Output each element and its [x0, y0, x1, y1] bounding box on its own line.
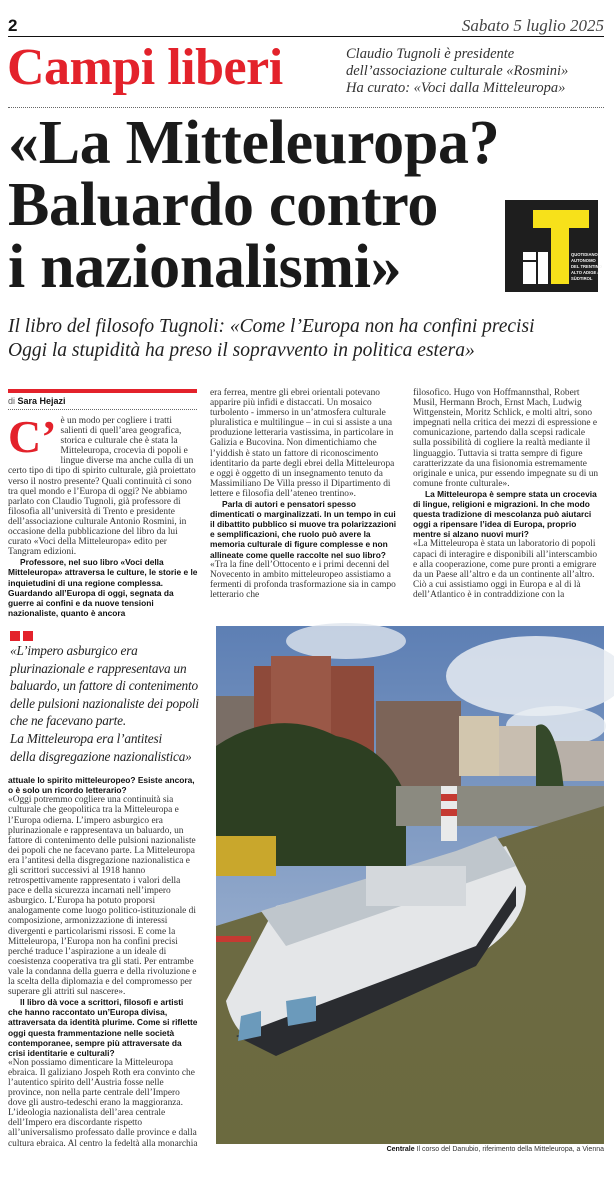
interview-question: Professore, nel suo libro «Voci della Mitteleuropa» attraversa le culture, le storie e le inquietudini di una regione complessa. Guardando all’Europa di oggi, segnata da guerre ai confini e da nuove tensioni nazionaliste, quanto è ancora [8, 557, 198, 618]
svg-text:AUTONOMO: AUTONOMO [571, 258, 596, 263]
interview-answer: «Oggi potremmo cogliere una continuità sia culturale che geopolitica tra la Mitteleuropa e l’Europa odierna. L’impero asburgico era plurinazionale e rappresentava un baluardo, un fattore di contenimento delle pulsioni nazionaliste dei popoli che ne facevano parte. La Mitteleuropa era l’antitesi della disgregazione nazionalistica e gli scrittori successivi al 1918 hanno retrospettivamente rappresentato i valori della pace e della sicurezza incarnati nell’impero asburgico. L’Europa ha potuto proporsi analogamente come luogo politico-istituzionale di composizione, armonizzazione di interessi divergenti e particolarismi rissosi. E come la Mitteleuropa, l’Europa non ha confini precisi perché traduce l’aspirazione a un ideale di coesistenza cooperativa tra gli stati. Per entrambe vale la condanna della guerra e della rivoluzione e la scelta della diplomazia e del compromesso per superare gli attriti sul nascere». [8, 795, 197, 998]
left-column-lower [8, 628, 212, 1160]
kicker-line: dell’associazione culturale «Rosmini» [346, 63, 569, 79]
caption-label: Centrale [386, 1146, 415, 1153]
interview-answer: «Tra la fine dell’Ottocento e i primi decenni del Novecento in ambito mitteleuropeo assistiamo a fermenti di profonda trasformazione sia in campo letterario che [210, 559, 396, 600]
photo-caption [387, 1146, 604, 1153]
interview-question: attuale lo spirito mitteleuropeo? Esiste ancora, o è solo un ricordo letterario? [8, 775, 195, 796]
paragraphs [210, 388, 400, 600]
headline-line: i nazionalismi» [8, 233, 402, 301]
byline [8, 396, 66, 406]
article-column-2 [210, 388, 400, 615]
caption-text: Il corso del Danubio, riferimento della Mitteleuropa, a Vienna [416, 1146, 604, 1153]
svg-text:SÜDTIROL: SÜDTIROL [571, 276, 593, 281]
headline [8, 109, 500, 301]
pull-quote-line: che ne facevano parte. [10, 713, 126, 729]
kicker-line: Ha curato: «Voci dalla Mitteleuropa» [346, 80, 566, 96]
paragraphs [413, 388, 603, 600]
paragraphs [8, 775, 198, 1148]
page-number: 2 [8, 16, 18, 35]
newspaper-logo [505, 200, 602, 292]
interview-question: La Mitteleuropa è sempre stata un crocevia di lingue, religioni e migrazioni. In che modo questa tradizione di mescolanza può aiutarci oggi a ripensare l’idea di Europa, proprio mentre si alzano nuovi muri? [413, 488, 597, 540]
interview-answer: è un modo per cogliere i tratti salienti di quell’area geografica, storica e culturale che è stata la Mitteleuropa, crocevia di popoli e lingue diverse ma anche culla di un certo tipo di tipo di spirito culturale, già proiettato verso il nostro presente? Quali continuità ci sono tra quel mondo e l’Europa di oggi? Ne abbiamo parlato con Claudio Tugnoli, già professore di filosofia all’università di Trento e presidente dell’associazione culturale Antonio Rosmini, in occasione della pubblicazione del libro da lui curato «Voci della Mitteleuropa» edito per Tangram edizioni. [8, 416, 196, 558]
byline-prefix: di [8, 396, 16, 406]
subtitle [8, 315, 608, 363]
interview-answer: «La Mitteleuropa è stata un laboratorio di popoli capaci di interagire e disponibili all’interscambio e alla cooperazione, come pure pronti a emigrare da un Paese all’altro e da un continente all’altro. Ciò a cui assistiamo oggi in Europa e al di là dell’Atlantico è in contraddizione con la [413, 539, 598, 600]
kicker-line: Claudio Tugnoli è presidente [346, 46, 515, 62]
pull-quote [10, 642, 212, 765]
quote-mark-icon [10, 628, 212, 642]
svg-text:DEL TRENTINO: DEL TRENTINO [571, 264, 602, 269]
header-rule [8, 36, 604, 37]
byline-divider [8, 409, 197, 410]
pull-quote-line: «L’impero asburgico era [10, 643, 138, 658]
author-name: Sara Hejazi [17, 396, 66, 406]
kicker [346, 46, 568, 97]
subtitle-line: Oggi la stupidità ha preso il sopravvento in politica estera» [8, 340, 475, 361]
article-column-1-bottom [8, 775, 198, 1195]
interview-question: Parla di autori e pensatori spesso dimenticati o marginalizzati. In un tempo in cui il dibattito pubblico si muove tra polarizzazioni e semplificazioni, che ruolo può avere la memoria culturale di figure complesse e non allineate come quelle raccolte nel suo libro? [210, 499, 397, 560]
pull-quote-line: delle pulsioni nazionaliste dei popoli [10, 695, 199, 711]
interview-question: Il libro dà voce a scrittori, filosofi e artisti che hanno raccontato un’Europa divisa, attraversata da identità plurime. Come si riflette oggi questa frammentazione nelle società contemporanee, sempre più attraversate da crisi identitarie e culturali? [8, 997, 198, 1058]
pull-quote-line: La Mitteleuropa era l’antitesi [10, 730, 162, 746]
photo-danube-boat [216, 626, 604, 1144]
section-title: Campi liberi [7, 39, 283, 96]
article-column-3 [413, 388, 603, 615]
interview-answer: «Non possiamo dimenticare la Mitteleuropa ebraica. Il galiziano Jospeh Roth era convinto che l’autentico spirito dell’Austria fosse nelle province, non nella parte centrale dell’Impero dove gli austro-tedeschi erano la maggioranza. L’ideologia nazionalista dell’area centrale dell’Impero era discordante rispetto all’universalismo professato dalle province e dalla cultura ebraica. Al centro la fedeltà alla monarchia [8, 1057, 198, 1149]
article-column-1-top [8, 411, 198, 618]
svg-text:QUOTIDIANO: QUOTIDIANO [571, 252, 598, 257]
byline-accent-bar [8, 389, 197, 393]
headline-line: Baluardo contro [8, 171, 439, 239]
svg-text:ALTO ADIGE /: ALTO ADIGE / [571, 270, 599, 275]
headline-line: «La Mitteleuropa? [8, 109, 500, 177]
subtitle-line: Il libro del filosofo Tugnoli: «Come l’Europa non ha confini precisi [8, 316, 535, 337]
interview-answer: filosofico. Hugo von Hoffmannsthal, Robert Musil, Hermann Broch, Ernst Mach, Ludwig Wittgenstein, Moritz Schlick, e molti altri, sono impegnati nella critica dei mezzi di espressione e comunicazione, partendo dalla scepsi radicale sulla possibilità di cogliere la realtà mediante il linguaggio. Tuttavia si tratta sempre di figure caratterizzate da una fisionomia estremamente originale e unica, pur essendo impegnate su di un comune fronte culturale». [413, 388, 599, 489]
interview-answer: era ferrea, mentre gli ebrei orientali potevano apparire più infidi e distaccati. Un mosaico turbolento - immerso in un’atmosfera culturale pluralistica e multilingue – in cui si assiste a una produzione letteraria vastissima, in particolare in Galizia e Bucovina. Non dimentichiamo che l’yiddish è stato un fattore di riconoscimento identitario da parte degli ebrei della Mitteleuropa e oggi è oggetto di un insegnamento tenuto da Massimiliano De Villa presso il Dipartimento di lettere e filosofia dell’ateneo trentino». [210, 388, 395, 499]
drop-cap: C’ [8, 411, 57, 462]
pull-quote-line: della disgregazione nazionalistica» [10, 748, 192, 764]
issue-date: Sabato 5 luglio 2025 [461, 16, 604, 35]
pull-quote-line: baluardo, un fattore di contenimento [10, 678, 198, 694]
pull-quote-line: plurinazionale e rappresentava un [10, 660, 187, 676]
dotted-divider [8, 107, 604, 108]
